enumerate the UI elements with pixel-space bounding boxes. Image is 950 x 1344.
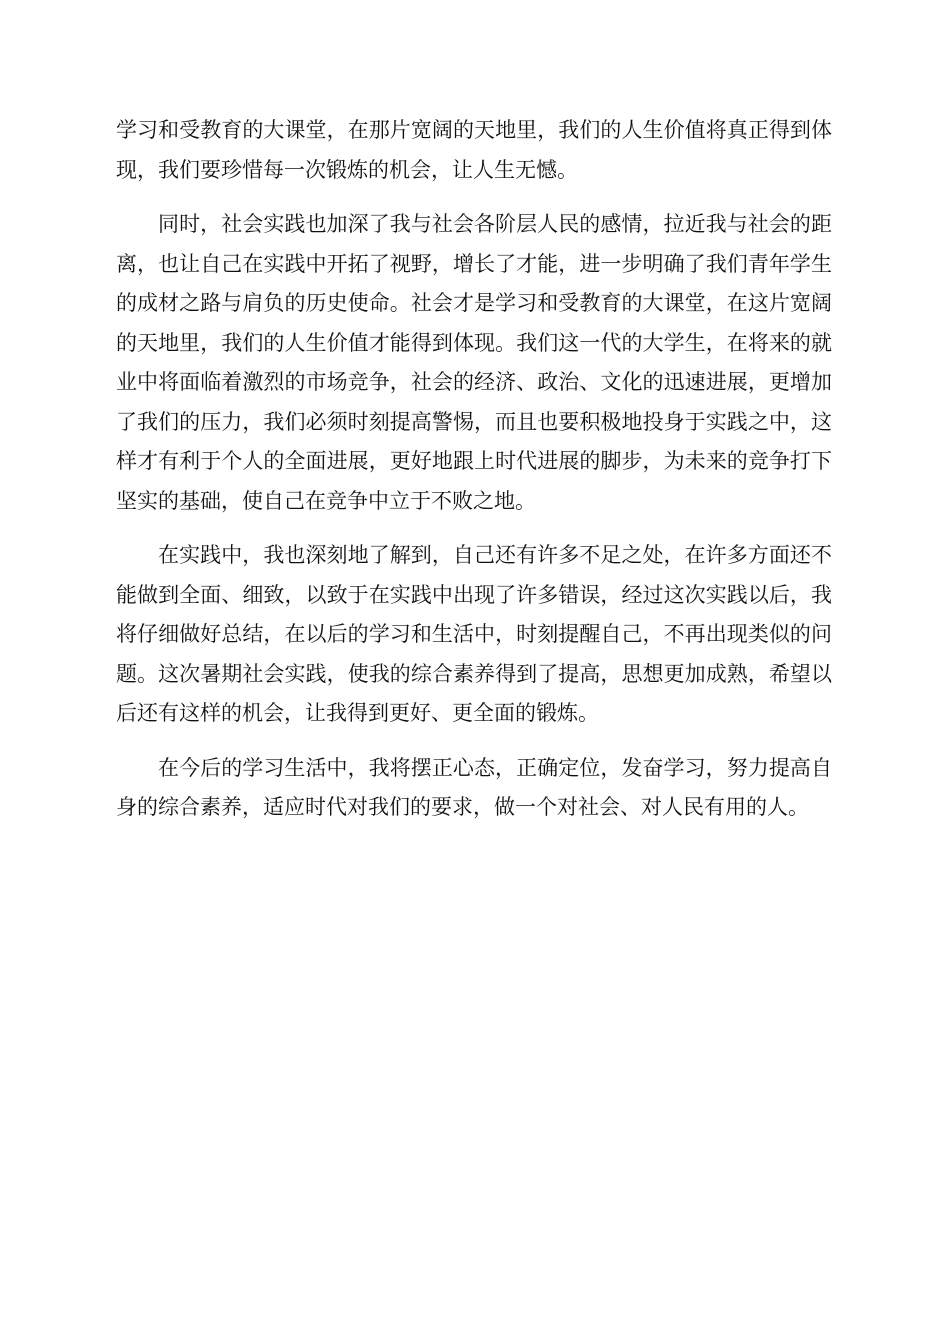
- paragraph-self-reflection: 在实践中，我也深刻地了解到，自己还有许多不足之处，在许多方面还不能做到全面、细致，以致于在实践中出现了许多错误，经过这次实践以后，我将仔细做好总结，在以后的学习和生活中，时刻提醒自己，不再出现类似的问题。这次暑期社会实践，使我的综合素养得到了提高，思想更加成熟，希望以后还有这样的机会，让我得到更好、更全面的锻炼。: [116, 543, 832, 725]
- paragraph-conclusion: 在今后的学习生活中，我将摆正心态，正确定位，发奋学习，努力提高自身的综合素养，适应时代对我们的要求，做一个对社会、对人民有用的人。: [116, 755, 832, 819]
- paragraph-social-practice: 同时，社会实践也加深了我与社会各阶层人民的感情，拉近我与社会的距离，也让自己在实践中开拓了视野，增长了才能，进一步明确了我们青年学生的成材之路与肩负的历史使命。社会才是学习和受教育的大课堂，在这片宽阔的天地里，我们的人生价值才能得到体现。我们这一代的大学生，在将来的就业中将面临着激烈的市场竞争，社会的经济、政治、文化的迅速进展，更增加了我们的压力，我们必须时刻提高警惕，而且也要积极地投身于实践之中，这样才有利于个人的全面进展，更好地跟上时代进展的脚步，为未来的竞争打下坚实的基础，使自己在竞争中立于不败之地。: [116, 212, 832, 513]
- paragraph-continued: 学习和受教育的大课堂，在那片宽阔的天地里，我们的人生价值将真正得到体现，我们要珍惜每一次锻炼的机会，让人生无憾。: [116, 118, 832, 182]
- document-page: [116, 111, 832, 843]
